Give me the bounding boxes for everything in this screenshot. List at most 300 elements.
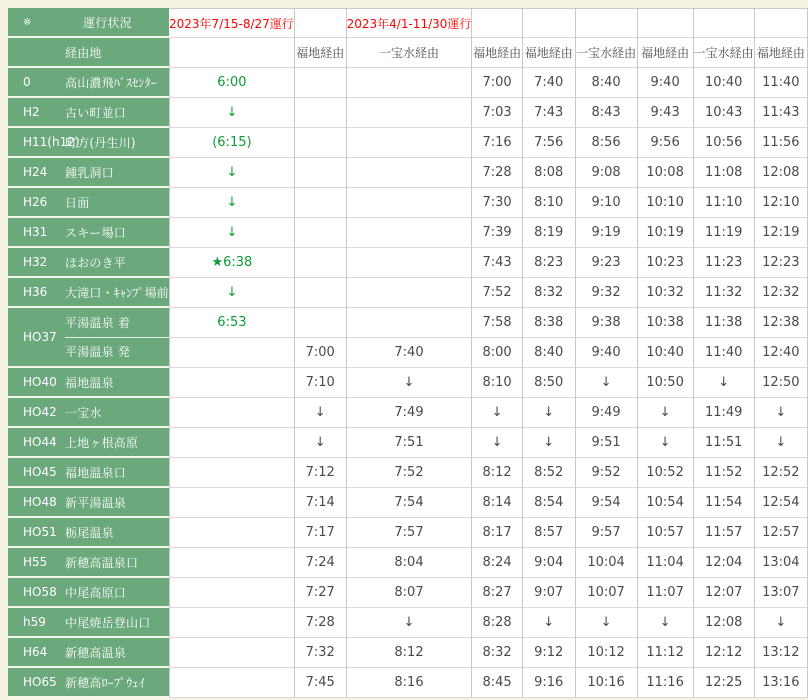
time-cell: 7:12 xyxy=(295,458,347,488)
station-code: H64 xyxy=(23,645,48,659)
station-code: HO42 xyxy=(23,405,57,419)
time-cell xyxy=(295,218,347,248)
notice-cell xyxy=(472,8,522,38)
time-cell: 12:25 xyxy=(694,668,755,698)
time-cell: 9:49 xyxy=(576,398,638,428)
time-cell xyxy=(169,458,295,488)
station-cell xyxy=(8,638,169,668)
time-cell: 12:10 xyxy=(755,188,808,218)
time-cell: 7:52 xyxy=(347,458,473,488)
station-cell xyxy=(8,428,169,458)
station-cell-layout xyxy=(8,638,169,666)
station-cell xyxy=(8,218,169,248)
via-row-label: 経由地 xyxy=(65,45,102,60)
station-cell-layout xyxy=(8,128,169,156)
time-cell xyxy=(169,548,295,578)
station-cell-layout xyxy=(8,8,169,36)
station-code: HO65 xyxy=(23,675,57,689)
time-cell: 7:40 xyxy=(523,68,576,98)
station-cell-layout xyxy=(8,68,169,96)
time-cell: 8:57 xyxy=(523,518,576,548)
time-cell: 9:10 xyxy=(576,188,638,218)
time-cell: 9:43 xyxy=(638,98,694,128)
time-cell: 13:07 xyxy=(755,578,808,608)
time-cell xyxy=(169,578,295,608)
station-cell-layout xyxy=(8,548,169,576)
time-cell xyxy=(347,248,473,278)
time-cell: 11:56 xyxy=(755,128,808,158)
station-cell xyxy=(8,518,169,548)
table-row xyxy=(8,608,808,638)
station-name: 福地温泉 xyxy=(65,375,114,390)
time-cell: 8:27 xyxy=(472,578,522,608)
time-cell: 12:38 xyxy=(755,308,808,338)
table-row-via xyxy=(8,38,808,68)
station-cell-layout xyxy=(8,368,169,396)
time-cell: 8:40 xyxy=(523,338,576,368)
time-cell: 7:52 xyxy=(472,278,522,308)
notice-cell xyxy=(638,8,694,38)
time-cell: 11:57 xyxy=(694,518,755,548)
station-cell-layout xyxy=(8,218,169,246)
time-cell: ↓ xyxy=(169,98,295,128)
time-cell: 10:40 xyxy=(694,68,755,98)
time-cell: 11:43 xyxy=(755,98,808,128)
time-cell: 7:57 xyxy=(347,518,473,548)
time-cell: 13:12 xyxy=(755,638,808,668)
station-cell-layout xyxy=(8,278,169,306)
station-cell-layout xyxy=(8,428,169,456)
time-cell: 10:23 xyxy=(638,248,694,278)
time-cell: 10:57 xyxy=(638,518,694,548)
time-cell: 7:24 xyxy=(295,548,347,578)
time-cell: 8:00 xyxy=(472,338,522,368)
time-cell: 8:04 xyxy=(347,548,473,578)
via-cell: 福地経由 xyxy=(472,38,522,68)
time-cell: 12:04 xyxy=(694,548,755,578)
time-cell: ↓ xyxy=(169,218,295,248)
station-name: 新穂高ﾛｰﾌﾟｳｪｲ xyxy=(65,675,145,690)
time-cell: ↓ xyxy=(295,428,347,458)
station-code: H55 xyxy=(23,555,48,569)
station-cell-layout xyxy=(8,488,169,516)
time-cell: 12:40 xyxy=(755,338,808,368)
via-cell: 一宝水経由 xyxy=(347,38,473,68)
time-cell: ↓ xyxy=(638,608,694,638)
time-cell: 11:32 xyxy=(694,278,755,308)
time-cell: 7:51 xyxy=(347,428,473,458)
station-cell xyxy=(8,548,169,578)
time-cell xyxy=(169,488,295,518)
time-cell: ↓ xyxy=(295,398,347,428)
time-cell: 8:40 xyxy=(576,68,638,98)
time-cell: 10:07 xyxy=(576,578,638,608)
time-cell: 11:40 xyxy=(755,68,808,98)
notice-cell xyxy=(523,8,576,38)
time-cell: 8:23 xyxy=(523,248,576,278)
time-cell xyxy=(169,428,295,458)
station-name: 栃尾温泉 xyxy=(65,525,114,540)
station-cell xyxy=(8,578,169,608)
time-cell: 9:40 xyxy=(638,68,694,98)
time-cell: ↓ xyxy=(576,608,638,638)
station-name: 中尾高原口 xyxy=(65,585,127,600)
time-cell: 9:07 xyxy=(523,578,576,608)
table-row xyxy=(8,488,808,518)
table-row xyxy=(8,368,808,398)
time-cell: ↓ xyxy=(169,278,295,308)
station-cell-layout xyxy=(8,458,169,486)
table-row xyxy=(8,398,808,428)
corner-mark-icon: ※ xyxy=(23,16,32,28)
station-cell xyxy=(8,98,169,128)
station-code: H36 xyxy=(23,285,48,299)
table-row xyxy=(8,458,808,488)
table-row xyxy=(8,98,808,128)
time-cell: ↓ xyxy=(638,428,694,458)
time-cell xyxy=(347,188,473,218)
time-cell: 9:23 xyxy=(576,248,638,278)
time-cell xyxy=(295,188,347,218)
table-row xyxy=(8,218,808,248)
table-row xyxy=(8,68,808,98)
table-row xyxy=(8,158,808,188)
table-row xyxy=(8,308,808,338)
time-cell: 10:40 xyxy=(638,338,694,368)
time-cell: 11:52 xyxy=(694,458,755,488)
time-cell: 8:07 xyxy=(347,578,473,608)
time-cell: 13:16 xyxy=(755,668,808,698)
time-cell: 9:40 xyxy=(576,338,638,368)
station-code: H26 xyxy=(23,195,48,209)
via-cell: 一宝水経由 xyxy=(694,38,755,68)
station-code: HO45 xyxy=(23,465,57,479)
time-cell: 10:19 xyxy=(638,218,694,248)
time-cell: ↓ xyxy=(347,608,473,638)
time-cell: ↓ xyxy=(638,398,694,428)
time-cell: ↓ xyxy=(169,158,295,188)
time-cell: 12:54 xyxy=(755,488,808,518)
time-cell: 9:51 xyxy=(576,428,638,458)
time-cell: 7:49 xyxy=(347,398,473,428)
time-cell: 7:56 xyxy=(523,128,576,158)
time-cell: 12:23 xyxy=(755,248,808,278)
table-row xyxy=(8,128,808,158)
time-cell: ↓ xyxy=(523,398,576,428)
time-cell: ↓ xyxy=(472,398,522,428)
station-code: HO58 xyxy=(23,585,57,599)
time-cell xyxy=(169,398,295,428)
table-row xyxy=(8,518,808,548)
time-cell: 7:14 xyxy=(295,488,347,518)
station-code: HO51 xyxy=(23,525,57,539)
time-cell: 9:08 xyxy=(576,158,638,188)
notice-cell xyxy=(755,8,808,38)
time-cell: 10:04 xyxy=(576,548,638,578)
station-code: HO48 xyxy=(23,495,57,509)
time-cell: ↓ xyxy=(169,188,295,218)
notice-cell: 2023年7/15-8/27運行 xyxy=(169,8,295,38)
via-cell: 福地経由 xyxy=(523,38,576,68)
station-name: 鍾乳洞口 xyxy=(65,165,114,180)
table-row xyxy=(8,578,808,608)
time-cell xyxy=(295,278,347,308)
time-cell: 7:03 xyxy=(472,98,522,128)
time-cell: 8:08 xyxy=(523,158,576,188)
time-cell: 11:40 xyxy=(694,338,755,368)
station-name-depart: 平湯温泉 発 xyxy=(65,345,131,360)
table-row xyxy=(8,278,808,308)
time-cell: 8:32 xyxy=(523,278,576,308)
station-code: 0 xyxy=(23,75,31,89)
time-cell: 7:43 xyxy=(523,98,576,128)
station-name: 日面 xyxy=(65,195,90,210)
station-cell xyxy=(8,38,169,68)
time-cell xyxy=(295,68,347,98)
time-cell: ↓ xyxy=(755,428,808,458)
time-cell: 7:16 xyxy=(472,128,522,158)
time-cell: ↓ xyxy=(755,608,808,638)
time-cell xyxy=(169,608,295,638)
station-cell-layout xyxy=(8,188,169,216)
table-row xyxy=(8,248,808,278)
station-cell-layout xyxy=(8,98,169,126)
time-cell: 10:52 xyxy=(638,458,694,488)
time-cell: 12:57 xyxy=(755,518,808,548)
table-row xyxy=(8,428,808,458)
station-code xyxy=(8,38,65,66)
via-cell: 一宝水経由 xyxy=(576,38,638,68)
station-name: スキー場口 xyxy=(65,225,127,240)
time-cell: 8:19 xyxy=(523,218,576,248)
time-cell xyxy=(295,98,347,128)
time-cell: 8:24 xyxy=(472,548,522,578)
time-cell: ↓ xyxy=(694,368,755,398)
station-cell-layout xyxy=(8,158,169,186)
table-row xyxy=(8,638,808,668)
time-cell xyxy=(295,128,347,158)
time-cell: 11:49 xyxy=(694,398,755,428)
station-name-arrive: 平湯温泉 着 xyxy=(65,308,169,338)
time-cell: ↓ xyxy=(523,608,576,638)
time-cell: 10:38 xyxy=(638,308,694,338)
station-cell xyxy=(8,158,169,188)
station-name-column xyxy=(65,308,169,366)
time-cell: 8:14 xyxy=(472,488,522,518)
station-name: 中尾焼岳登山口 xyxy=(65,615,151,630)
operation-status-label: 運行状況 xyxy=(83,15,132,30)
time-cell: 9:38 xyxy=(576,308,638,338)
station-cell-layout xyxy=(8,398,169,426)
station-name: ほおのき平 xyxy=(65,255,127,270)
station-cell xyxy=(8,608,169,638)
time-cell: 9:32 xyxy=(576,278,638,308)
time-cell xyxy=(295,308,347,338)
via-cell: 福地経由 xyxy=(295,38,347,68)
notice-cell xyxy=(576,8,638,38)
time-cell: 11:10 xyxy=(694,188,755,218)
time-cell: 9:12 xyxy=(523,638,576,668)
time-cell: ↓ xyxy=(347,368,473,398)
time-cell: 8:10 xyxy=(472,368,522,398)
time-cell: 12:52 xyxy=(755,458,808,488)
station-cell xyxy=(8,68,169,98)
time-cell: 8:12 xyxy=(472,458,522,488)
time-cell xyxy=(347,68,473,98)
time-cell: 7:27 xyxy=(295,578,347,608)
time-cell: 8:54 xyxy=(523,488,576,518)
time-cell: 7:00 xyxy=(472,68,522,98)
time-cell: 8:10 xyxy=(523,188,576,218)
time-cell: 9:54 xyxy=(576,488,638,518)
time-cell: 7:54 xyxy=(347,488,473,518)
time-cell: 11:07 xyxy=(638,578,694,608)
time-cell: 8:38 xyxy=(523,308,576,338)
time-cell xyxy=(347,278,473,308)
time-cell: 11:16 xyxy=(638,668,694,698)
time-cell: 8:45 xyxy=(472,668,522,698)
time-cell: 10:32 xyxy=(638,278,694,308)
time-cell: 11:38 xyxy=(694,308,755,338)
via-cell: 福地経由 xyxy=(638,38,694,68)
time-cell: 9:52 xyxy=(576,458,638,488)
time-cell: 7:45 xyxy=(295,668,347,698)
station-name: 新穂高温泉 xyxy=(65,645,127,660)
bus-timetable xyxy=(8,8,808,698)
time-cell: 10:56 xyxy=(694,128,755,158)
time-cell: 11:23 xyxy=(694,248,755,278)
time-cell xyxy=(347,308,473,338)
time-cell xyxy=(347,128,473,158)
time-cell: 12:19 xyxy=(755,218,808,248)
station-code: H24 xyxy=(23,165,48,179)
time-cell: 8:52 xyxy=(523,458,576,488)
time-cell: 7:28 xyxy=(472,158,522,188)
time-cell: 7:39 xyxy=(472,218,522,248)
table-row xyxy=(8,548,808,578)
time-cell: 11:19 xyxy=(694,218,755,248)
via-cell xyxy=(169,38,295,68)
time-cell: 12:08 xyxy=(694,608,755,638)
table-row xyxy=(8,188,808,218)
station-cell-layout xyxy=(8,518,169,546)
station-cell-layout xyxy=(8,668,169,696)
station-name: 一宝水 xyxy=(65,405,102,420)
station-cell-layout xyxy=(8,608,169,636)
time-cell: 10:08 xyxy=(638,158,694,188)
station-cell xyxy=(8,128,169,158)
time-cell: 7:43 xyxy=(472,248,522,278)
time-cell: 7:28 xyxy=(295,608,347,638)
time-cell: 7:32 xyxy=(295,638,347,668)
station-code: H32 xyxy=(23,255,48,269)
time-cell: 9:56 xyxy=(638,128,694,158)
station-cell xyxy=(8,8,169,38)
time-cell xyxy=(295,158,347,188)
station-code: h59 xyxy=(23,615,46,629)
time-cell: 8:43 xyxy=(576,98,638,128)
station-name: 新穂高温泉口 xyxy=(65,555,139,570)
time-cell xyxy=(347,98,473,128)
station-code: HO37 xyxy=(23,330,57,344)
time-cell: 7:30 xyxy=(472,188,522,218)
time-cell: ↓ xyxy=(472,428,522,458)
time-cell: 12:08 xyxy=(755,158,808,188)
station-name: 古い町並口 xyxy=(65,105,127,120)
via-cell: 福地経由 xyxy=(755,38,808,68)
time-cell: 12:12 xyxy=(694,638,755,668)
time-cell xyxy=(169,518,295,548)
time-cell xyxy=(169,668,295,698)
time-cell: 11:54 xyxy=(694,488,755,518)
time-cell: ★6:38 xyxy=(169,248,295,278)
time-cell: 10:43 xyxy=(694,98,755,128)
time-cell: 8:17 xyxy=(472,518,522,548)
time-cell: 7:17 xyxy=(295,518,347,548)
station-name: 町方(丹生川) xyxy=(65,135,136,150)
station-name: 上地ヶ根高原 xyxy=(65,435,139,450)
time-cell: 6:00 xyxy=(169,68,295,98)
station-cell xyxy=(8,668,169,698)
station-cell xyxy=(8,188,169,218)
time-cell xyxy=(169,338,295,368)
time-cell xyxy=(347,218,473,248)
station-cell xyxy=(8,248,169,278)
station-code: H11(h12) xyxy=(23,135,80,149)
station-cell-layout xyxy=(8,248,169,276)
table-row xyxy=(8,668,808,698)
time-cell: ↓ xyxy=(576,368,638,398)
time-cell: 9:19 xyxy=(576,218,638,248)
station-cell xyxy=(8,278,169,308)
station-cell-layout xyxy=(8,308,169,366)
time-cell: 11:08 xyxy=(694,158,755,188)
station-cell xyxy=(8,458,169,488)
station-cell xyxy=(8,308,169,368)
station-cell xyxy=(8,398,169,428)
station-code: H31 xyxy=(23,225,48,239)
time-cell xyxy=(295,248,347,278)
table-row-operation-status xyxy=(8,8,808,38)
station-cell-layout xyxy=(8,578,169,606)
time-cell: 8:16 xyxy=(347,668,473,698)
station-cell-layout xyxy=(8,38,169,66)
time-cell: 8:28 xyxy=(472,608,522,638)
time-cell: 11:12 xyxy=(638,638,694,668)
time-cell: 10:12 xyxy=(576,638,638,668)
time-cell xyxy=(347,158,473,188)
notice-cell: 2023年4/1-11/30運行 xyxy=(347,8,473,38)
time-cell: 12:07 xyxy=(694,578,755,608)
time-cell: 8:32 xyxy=(472,638,522,668)
notice-cell xyxy=(694,8,755,38)
time-cell: 8:12 xyxy=(347,638,473,668)
station-name: 新平湯温泉 xyxy=(65,495,127,510)
time-cell: 10:50 xyxy=(638,368,694,398)
station-cell xyxy=(8,368,169,398)
time-cell: (6:15) xyxy=(169,128,295,158)
time-cell: 8:56 xyxy=(576,128,638,158)
notice-cell xyxy=(295,8,347,38)
time-cell: 7:00 xyxy=(295,338,347,368)
time-cell: ↓ xyxy=(755,398,808,428)
station-code: HO40 xyxy=(23,375,57,389)
station-name: 高山濃飛ﾊﾞｽｾﾝﾀｰ xyxy=(65,75,158,90)
station-code: HO44 xyxy=(23,435,57,449)
station-code: H2 xyxy=(23,105,40,119)
time-cell: 11:04 xyxy=(638,548,694,578)
time-cell: 11:51 xyxy=(694,428,755,458)
